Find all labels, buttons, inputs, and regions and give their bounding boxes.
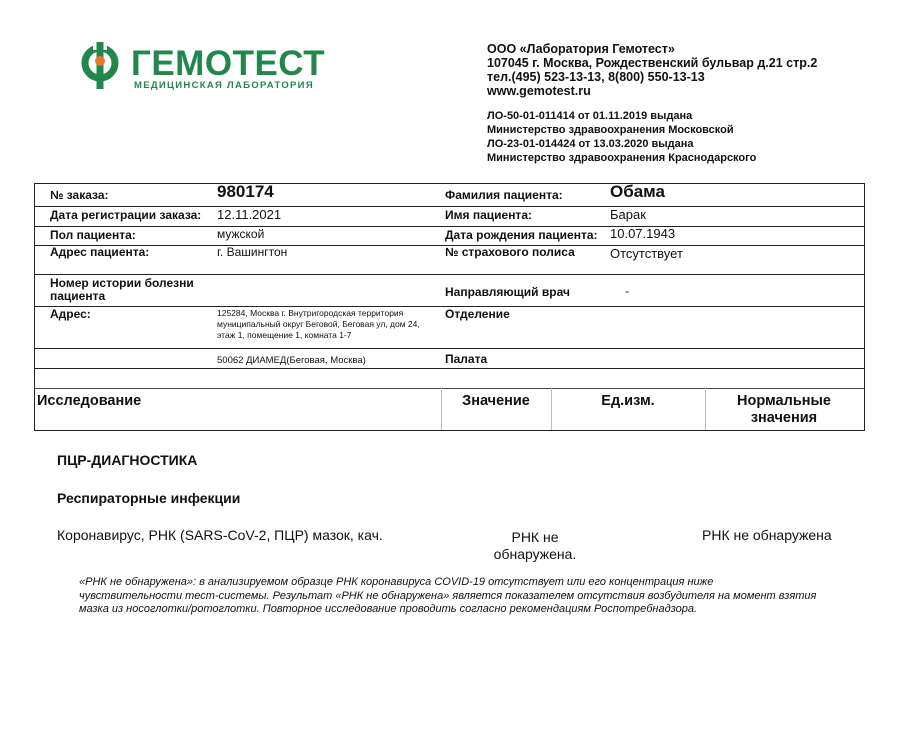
order-label: № заказа: <box>50 188 109 202</box>
department-label: Отделение <box>445 307 510 321</box>
name-value: Барак <box>610 207 646 222</box>
company-website: www.gemotest.ru <box>487 84 591 98</box>
result-value: РНК не обнаружена. <box>493 529 577 562</box>
reg-date-value: 12.11.2021 <box>217 207 282 222</box>
license-line: ЛО-23-01-014424 от 13.03.2020 выдана <box>487 138 694 150</box>
lab-address-label: Адрес: <box>50 307 91 321</box>
patient-info-table <box>34 183 865 431</box>
column-header-value: Значение <box>462 393 530 409</box>
license-line: Министерство здравоохранения Московской <box>487 124 734 136</box>
name-label: Имя пациента: <box>445 208 532 222</box>
subsection-title: Респираторные инфекции <box>57 490 241 506</box>
company-phone: тел.(495) 523-13-13, 8(800) 550-13-13 <box>487 70 705 84</box>
policy-value: Отсутствует <box>610 246 683 261</box>
column-header-study: Исследование <box>37 393 142 409</box>
section-title: ПЦР-ДИАГНОСТИКА <box>57 452 198 468</box>
doctor-label: Направляющий врач <box>445 285 570 299</box>
company-address: 107045 г. Москва, Рождественский бульвар д.21 стр.2 <box>487 56 818 70</box>
license-line: ЛО-50-01-011414 от 01.11.2019 выдана <box>487 110 693 122</box>
license-line: Министерство здравоохранения Краснодарского <box>487 152 757 164</box>
ward-label: Палата <box>445 352 488 366</box>
result-study: Коронавирус, РНК (SARS-CoV-2, ПЦР) мазок, кач. <box>57 527 383 543</box>
order-number: 980174 <box>217 182 274 201</box>
doctor-value: - <box>625 284 629 298</box>
patient-address-label: Адрес пациента: <box>50 245 150 259</box>
result-normal: РНК не обнаружена <box>702 527 832 543</box>
result-note: «РНК не обнаружена»: в анализируемом образце РНК коронавируса COVID-19 отсутствует или его концентрация ниже чувствительности тест-системы. Результат «РНК не обнаружена» является показателем отсутствия возбудителя на момент взятия мазка из носоглотки/ротоглотки. Повторное исследование проводить согласно рекомендациям Роспотребнадзора. <box>79 576 817 615</box>
policy-label: № страхового полиса <box>445 245 575 259</box>
birth-date-value: 10.07.1943 <box>610 226 676 241</box>
history-label: Номер истории болезни пациента <box>50 276 194 303</box>
birth-date-label: Дата рождения пациента: <box>445 228 598 242</box>
company-name: ООО «Лаборатория Гемотест» <box>487 42 675 56</box>
sex-label: Пол пациента: <box>50 228 136 242</box>
column-header-normal: Нормальные значения <box>737 393 831 426</box>
reg-date-label: Дата регистрации заказа: <box>50 208 202 222</box>
sex-value: мужской <box>217 227 265 241</box>
surname-label: Фамилия пациента: <box>445 188 563 202</box>
logo-wordmark: ГЕМОТЕСТ <box>131 44 326 83</box>
logo-tagline: МЕДИЦИНСКАЯ ЛАБОРАТОРИЯ <box>134 80 314 91</box>
surname-value: Обама <box>610 182 665 201</box>
column-header-unit: Ед.изм. <box>601 393 655 409</box>
lab-address-value: 125284, Москва г. Внутригородская территория муниципальный округ Беговой, Беговая ул, дом 24, этаж 1, помещение 1, комната 1-7 <box>217 308 420 340</box>
patient-address-value: г. Вашингтон <box>217 245 288 259</box>
medical-center-value: 50062 ДИАМЕД(Беговая, Москва) <box>217 355 366 366</box>
